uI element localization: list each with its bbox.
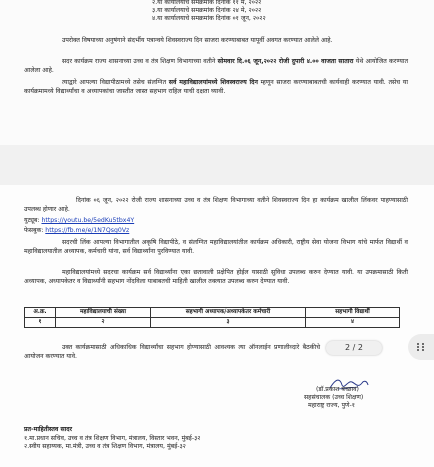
paragraph-intro: उपरोक्त विषयाच्या अनुषंगाने संदर्भीय पत्रान्वये शिवस्वराज्य दिन साजरा करण्याबाबत यापूर्वी अवगत करण्यात आलेले आहे. xyxy=(62,37,333,44)
paragraph-facilities: महाविद्यालयांमध्ये सदरचा कार्यक्रम सर्व विद्यार्थ्यांना एका छतावाली प्रक्षेपित होईल यासाठी सुविधा उपलब्ध करुन देण्यात यावी. या उपक्रमासाठी किती अध्यापक, अध्यापकेतर व विद्यार्थ्यांनी सहभाग नोंदविला याबाबतची माहिती खालील तक्त्यात उपलब्ध करुन देण्यात यावी. xyxy=(24,269,408,286)
event-date: सोमवार दि.०६ जून,२०२२ रोजी दुपारी ४.०० वाजता सातारा xyxy=(217,58,354,65)
table-header: महाविद्यालयाची संख्या xyxy=(56,308,151,318)
youtube-link[interactable]: https://youtu.be/5edKu5tbx4Y xyxy=(41,217,135,224)
menu-button[interactable] xyxy=(408,334,434,360)
paragraph-online-meeting: उक्त कार्यक्रमासाठी अधिकाधिक विद्यार्थ्यांचा सहभाग होण्यासाठी आवश्यक त्या ऑनलाईन प्रणालीव्दारे बैठकीचे आयोजन करण्यात यावे. xyxy=(24,344,320,361)
table-header: सहभागी अध्यापक/अध्यापकेतर कर्मचारी xyxy=(151,308,306,318)
reference-line: ३.या कार्यालयाचे समक्रमांक दिनांक २४ मे, २०२२ xyxy=(152,7,262,14)
participation-table xyxy=(24,307,400,328)
copy-to-line: १.मा.प्रधान सचिव, उच्च व तंत्र शिक्षण विभाग, मंत्रालय, विस्तार भवन, मुंबई-३२ xyxy=(24,435,201,442)
paragraph-instruction: त्याद्वारे आपल्या विद्यापीठामध्ये तसेच संलग्नित सर्व महाविद्यालयांमध्ये शिवस्वराज्य दिन म्हणून साजरा करण्याबाबतची कार्यवाही करण्यात यावी. तसेच या कार्यक्रमामध्ये विद्यार्थ्यांचा व अध्यापकांचा जास्तीत जास्त सहभाग राहिल याची दक्षता घ्यावी. xyxy=(24,79,408,96)
table-cell: २ xyxy=(56,318,151,328)
table-header: सहभागी विद्यार्थी xyxy=(306,308,400,318)
table-cell: १ xyxy=(25,318,56,328)
facebook-line: फेसबुक: https://fb.me/e/1N7Qsg0Vz xyxy=(24,227,130,234)
dots-grid-icon xyxy=(416,342,426,352)
paragraph-event: सदर कार्यक्रम राज्य शासनाच्या उच्च व तंत्र शिक्षण विभागाच्या वतीने सोमवार दि.०६ जून,२०२२ रोजी दुपारी ४.०० वाजता सातारा येथे आयोजित करण्यात आलेला आहे. xyxy=(24,58,408,75)
signatory-name: (डॉ.प्रकाश बच्छाव) xyxy=(316,386,359,393)
copy-to-title: प्रत-माहितीस्तव सादर xyxy=(24,426,73,433)
table-cell: ४ xyxy=(306,318,400,328)
paragraph-broadcast: दिनांक ०६ जून, २०२२ रोजी राज्य शासनाच्या उच्च व तंत्र शिक्षण विभागाच्या वतीने शिवस्वराज्य दिन हा कार्यक्रम खालील लिंकवर पाहण्यासाठी उपलब्ध होणार आहे. xyxy=(24,197,408,214)
event-highlight: सर्व महाविद्यालयांमध्ये शिवस्वराज्य दिन xyxy=(168,79,258,86)
paragraph-distribution: सदरची लिंक आपल्या विभागातील अकृषि विद्यापीठे, व संलग्नित महाविद्यालयांतील कार्यक्रम अधिकारी, राष्ट्रीय सेवा योजना विभाग यांचे मार्फत विद्यार्थी व महाविद्यालयातील अध्यापक, कर्मचारी यांना, सर्व विद्यार्थ्यांना पुरविण्यात यावी. xyxy=(24,239,408,256)
reference-line: ४.या कार्यालयाचे समक्रमांक दिनांक ०१ जून, २०२२ xyxy=(152,15,266,22)
page-indicator[interactable]: 2 / 2 xyxy=(326,341,382,355)
youtube-line: युट्यूब: https://youtu.be/5edKu5tbx4Y xyxy=(24,217,135,224)
table-header-row xyxy=(25,308,400,318)
table-cell: ३ xyxy=(151,318,306,328)
facebook-link[interactable]: https://fb.me/e/1N7Qsg0Vz xyxy=(45,227,130,234)
signatory-office: महाराष्ट्र राज्य, पुणे-१ xyxy=(308,402,355,409)
signatory-designation: सहसंचालक (उच्च शिक्षण) xyxy=(304,394,364,401)
copy-to-line: २.स्वीय सहाय्यक, मा.मंत्री, उच्च व तंत्र शिक्षण विभाग, मंत्रालय, मुंबई-३२ xyxy=(24,443,186,450)
reference-line: २.या कार्यालयाचे समक्रमांक दिनांक ११ मे, २०२२ xyxy=(152,0,262,6)
table-row xyxy=(25,318,400,328)
table-header: अ.क्र. xyxy=(25,308,56,318)
page-gap xyxy=(0,145,434,185)
